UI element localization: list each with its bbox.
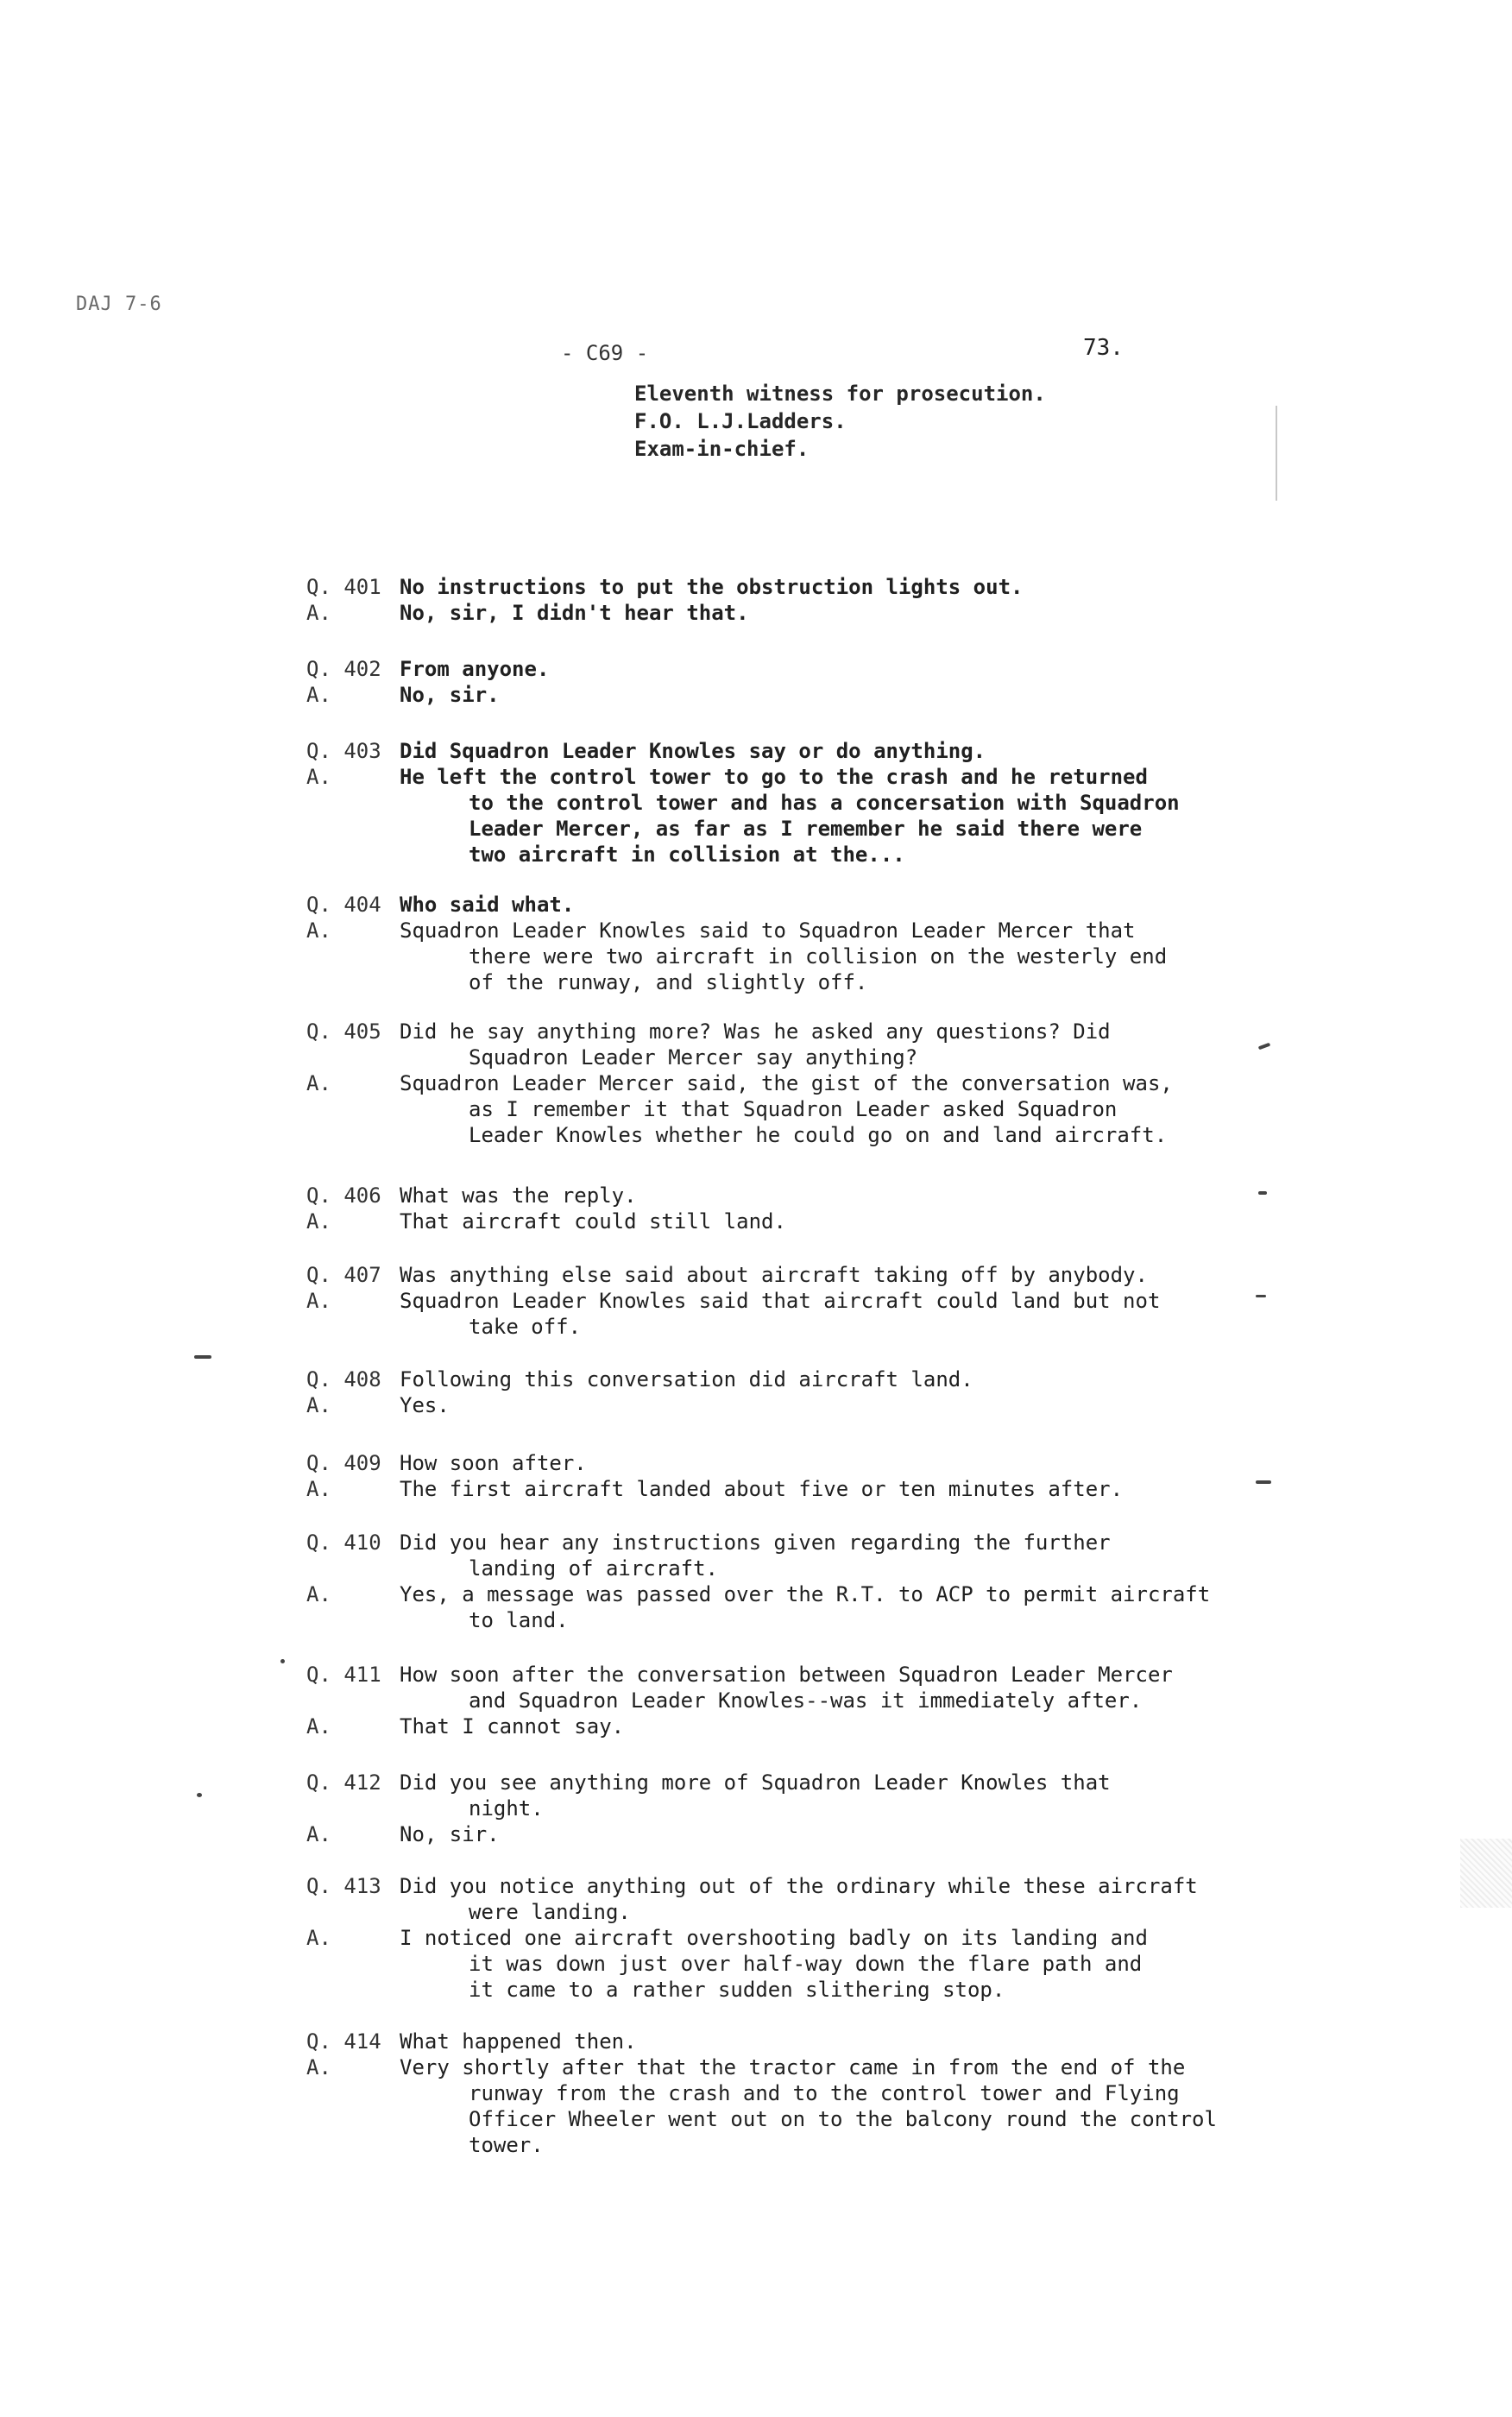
qa-block-412: [306, 1770, 1111, 1847]
qa-block-405: [306, 1019, 1173, 1148]
question-label: Q. 401: [306, 575, 381, 599]
scan-mark: [1258, 1043, 1271, 1051]
page-reference: - C69 -: [561, 341, 649, 365]
answer-text: The first aircraft landed about five or ten minutes after.: [400, 1477, 1124, 1501]
qa-block-410: [306, 1530, 1210, 1633]
answer-label: A.: [306, 1071, 331, 1095]
answer-label: A.: [306, 1393, 331, 1417]
question-text-continued: landing of aircraft.: [469, 1556, 718, 1581]
question-label: Q. 406: [306, 1183, 381, 1208]
answer-label: A.: [306, 1582, 331, 1606]
scan-edge-line: [1276, 406, 1277, 501]
answer-text-continued: there were two aircraft in collision on the westerly end: [469, 944, 1168, 969]
qa-block-408: [306, 1366, 973, 1418]
qa-block-403: [306, 738, 1180, 868]
qa-block-404: [306, 892, 1167, 995]
question-text: Did you notice anything out of the ordinary while these aircraft: [400, 1874, 1198, 1898]
question-text-continued: were landing.: [469, 1900, 631, 1924]
question-label: Q. 410: [306, 1530, 381, 1555]
answer-text-continued: runway from the crash and to the control tower and Flying: [469, 2081, 1180, 2105]
answer-label: A.: [306, 601, 331, 625]
question-text: How soon after the conversation between Squadron Leader Mercer: [400, 1663, 1173, 1687]
answer-text-continued: two aircraft in collision at the...: [469, 842, 905, 867]
scan-mark: [280, 1659, 285, 1663]
answer-text: No, sir, I didn't hear that.: [400, 601, 749, 625]
answer-text: Squadron Leader Knowles said that aircraft could land but not: [400, 1289, 1161, 1313]
answer-text-continued: take off.: [469, 1315, 582, 1339]
question-label: Q. 411: [306, 1663, 381, 1687]
answer-label: A.: [306, 683, 331, 707]
scan-mark: [1258, 1191, 1267, 1195]
scan-mark: [1256, 1480, 1271, 1484]
answer-text-continued: it came to a rather sudden slithering stop.: [469, 1978, 1005, 2002]
question-text: Did you see anything more of Squadron Leader Knowles that: [400, 1770, 1111, 1795]
answer-text: That aircraft could still land.: [400, 1209, 786, 1234]
answer-text-continued: it was down just over half-way down the flare path and: [469, 1952, 1143, 1976]
answer-text: No, sir.: [400, 1822, 500, 1846]
answer-label: A.: [306, 765, 331, 789]
question-text: No instructions to put the obstruction lights out.: [400, 575, 1024, 599]
scan-speckle: [1460, 1839, 1512, 1908]
answer-text: Very shortly after that the tractor came in from the end of the: [400, 2055, 1186, 2079]
answer-label: A.: [306, 2055, 331, 2079]
qa-block-411: [306, 1662, 1173, 1739]
question-text: What happened then.: [400, 2029, 637, 2054]
answer-text: He left the control tower to go to the crash and he returned: [400, 765, 1148, 789]
qa-block-406: [306, 1183, 786, 1234]
answer-text-continued: to the control tower and has a concersation with Squadron: [469, 791, 1180, 815]
answer-label: A.: [306, 1822, 331, 1846]
question-label: Q. 404: [306, 893, 381, 917]
witness-name: F.O. L.J.Ladders.: [634, 409, 847, 433]
question-text: Following this conversation did aircraft land.: [400, 1367, 973, 1392]
question-label: Q. 412: [306, 1770, 381, 1795]
question-label: Q. 403: [306, 739, 381, 763]
answer-label: A.: [306, 1477, 331, 1501]
answer-text-continued: Leader Mercer, as far as I remember he said there were: [469, 817, 1143, 841]
witness-title: Eleventh witness for prosecution.: [634, 382, 1046, 406]
answer-text: Squadron Leader Knowles said to Squadron Leader Mercer that: [400, 918, 1136, 943]
qa-block-413: [306, 1873, 1198, 2003]
question-label: Q. 405: [306, 1019, 381, 1044]
answer-label: A.: [306, 918, 331, 943]
question-text-continued: night.: [469, 1796, 544, 1821]
answer-label: A.: [306, 1926, 331, 1950]
answer-text: Squadron Leader Mercer said, the gist of the conversation was,: [400, 1071, 1173, 1095]
page-number: 73.: [1083, 335, 1124, 361]
question-text-continued: and Squadron Leader Knowles--was it immediately after.: [469, 1688, 1143, 1713]
corner-reference: DAJ 7-6: [76, 293, 162, 315]
answer-text-continued: to land.: [469, 1608, 569, 1632]
qa-block-402: [306, 656, 549, 708]
question-label: Q. 409: [306, 1451, 381, 1475]
answer-text: Yes.: [400, 1393, 450, 1417]
question-text: From anyone.: [400, 657, 550, 681]
scan-mark: [197, 1793, 202, 1797]
question-text: Was anything else said about aircraft taking off by anybody.: [400, 1263, 1148, 1287]
qa-block-409: [306, 1450, 1123, 1502]
question-text: Did he say anything more? Was he asked any questions? Did: [400, 1019, 1111, 1044]
answer-text: Yes, a message was passed over the R.T. to ACP to permit aircraft: [400, 1582, 1211, 1606]
question-text: Who said what.: [400, 893, 575, 917]
question-text: What was the reply.: [400, 1183, 637, 1208]
question-label: Q. 408: [306, 1367, 381, 1392]
question-label: Q. 413: [306, 1874, 381, 1898]
answer-label: A.: [306, 1289, 331, 1313]
answer-text-continued: Officer Wheeler went out on to the balcony round the control: [469, 2107, 1217, 2131]
question-text: How soon after.: [400, 1451, 587, 1475]
answer-text-continued: as I remember it that Squadron Leader asked Squadron: [469, 1097, 1118, 1121]
question-text: Did Squadron Leader Knowles say or do anything.: [400, 739, 986, 763]
answer-text: I noticed one aircraft overshooting badly on its landing and: [400, 1926, 1148, 1950]
question-label: Q. 402: [306, 657, 381, 681]
question-text-continued: Squadron Leader Mercer say anything?: [469, 1045, 918, 1070]
answer-text-continued: of the runway, and slightly off.: [469, 970, 868, 994]
answer-label: A.: [306, 1714, 331, 1739]
answer-text-continued: tower.: [469, 2133, 544, 2157]
answer-text-continued: Leader Knowles whether he could go on and land aircraft.: [469, 1123, 1168, 1147]
qa-block-407: [306, 1262, 1160, 1340]
question-label: Q. 414: [306, 2029, 381, 2054]
answer-label: A.: [306, 1209, 331, 1234]
witness-heading: [634, 380, 1046, 463]
scan-mark: [194, 1355, 211, 1359]
question-label: Q. 407: [306, 1263, 381, 1287]
answer-text: That I cannot say.: [400, 1714, 625, 1739]
answer-text: No, sir.: [400, 683, 500, 707]
qa-block-414: [306, 2029, 1217, 2158]
exam-type: Exam-in-chief.: [634, 437, 810, 461]
scan-mark: [1256, 1295, 1266, 1297]
question-text: Did you hear any instructions given regarding the further: [400, 1530, 1111, 1555]
qa-block-401: [306, 574, 1023, 626]
